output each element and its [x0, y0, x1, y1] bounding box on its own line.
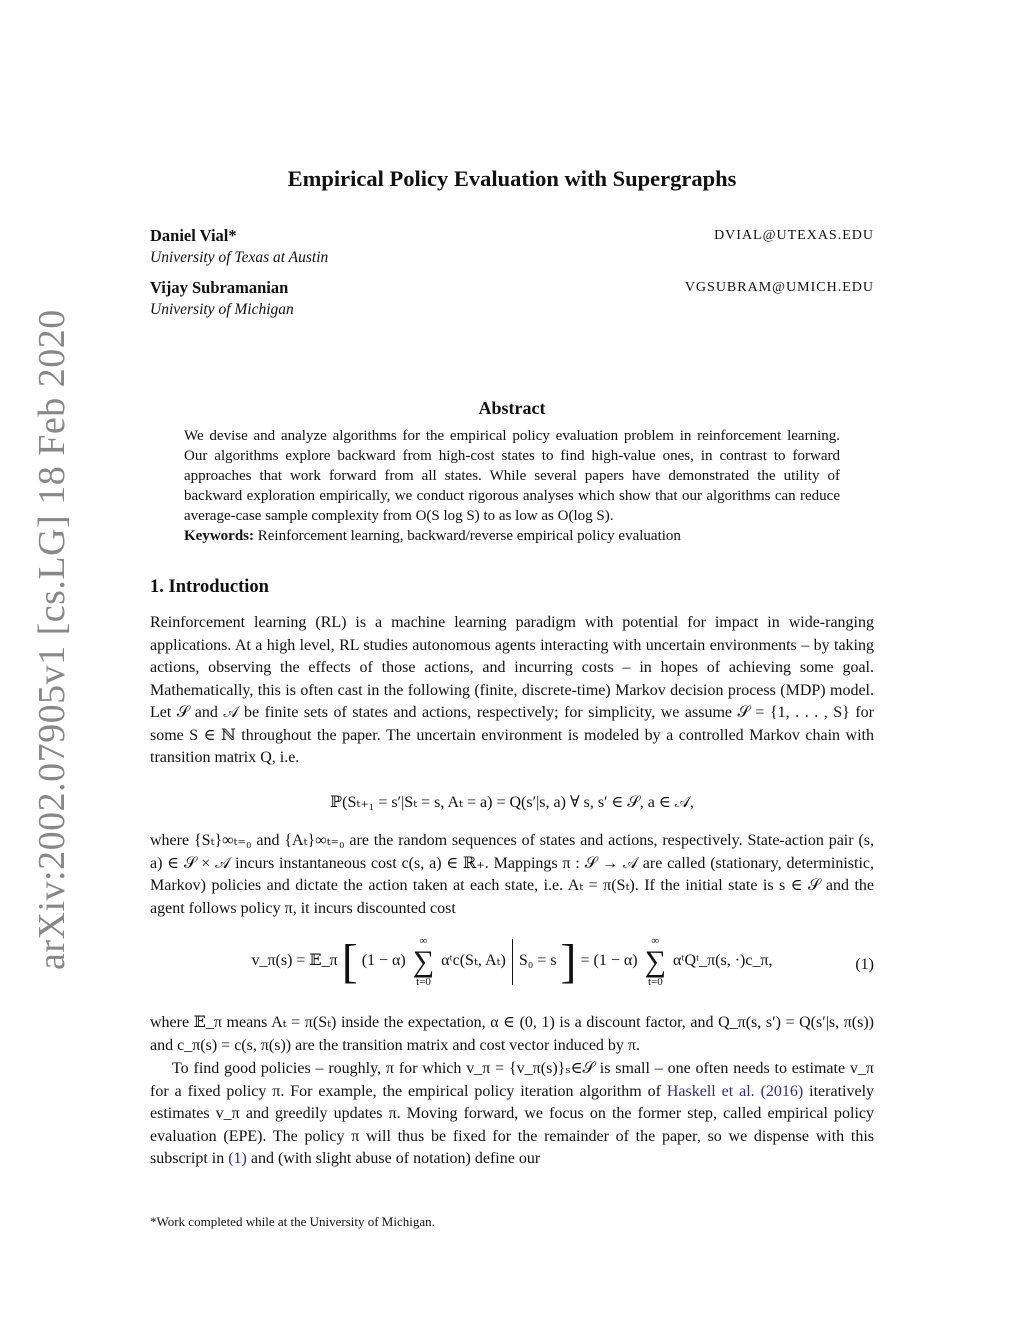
paragraph: [150, 1058, 874, 1171]
summation-symbol: ∞ ∑ t=0: [644, 934, 667, 988]
left-bracket: [: [341, 935, 358, 988]
paragraph-text: and (with slight abuse of notation) define our: [250, 1150, 541, 1167]
conditional-bar: [512, 939, 513, 985]
paragraph: where 𝔼_π means Aₜ = π(Sₜ) inside the expectation, α ∈ (0, 1) is a discount factor, and Q_π(s, s′) = Q(s′|s, π(s)) and c_π(s) = c(s, π(s)) are the transition matrix and cost vector induced by π.: [150, 1014, 874, 1054]
keywords-text: Reinforcement learning, backward/reverse empirical policy evaluation: [257, 528, 681, 544]
keywords-label: Keywords:: [184, 528, 254, 544]
eq1-rhs-a: = (1 − α): [580, 952, 638, 970]
abstract-heading: Abstract: [478, 398, 546, 418]
equation-transition: ℙ(Sₜ₊₁ = s′|Sₜ = s, Aₜ = a) = Q(s′|s, a) ∀ s, s′ ∈ 𝒮, a ∈ 𝒜,: [330, 794, 694, 811]
summation-symbol: ∞ ∑ t=0: [412, 934, 435, 988]
equation-reference-link[interactable]: (1): [228, 1150, 247, 1167]
paragraph-text: To find good policies – roughly, π for which v_π = {v_π(s)}ₛ∈𝒮 is small – one often needs to estimate v_π for a fixed policy π. For example, the empirical policy iteration algorithm of: [150, 1060, 874, 1100]
author-block: [150, 226, 874, 267]
author-block: [150, 278, 874, 319]
arxiv-identifier-stamp: arXiv:2002.07905v1 [cs.LG] 18 Feb 2020: [31, 309, 73, 970]
right-bracket: ]: [560, 935, 577, 988]
author-name: Vijay Subramanian: [150, 278, 289, 297]
citation-link[interactable]: Haskell et al. (2016): [666, 1082, 804, 1100]
equation-1: [150, 934, 874, 1004]
author-name: Daniel Vial*: [150, 226, 237, 245]
author-email: DVIAL@UTEXAS.EDU: [714, 228, 874, 243]
abstract-text: We devise and analyze algorithms for the empirical policy evaluation problem in reinforcement learning. Our algorithms explore backward from high-cost states to find high-value ones, in contrast to forward approaches that work forward from all states. While several papers have demonstrated the utility of backward exploration empirically, we conduct rigorous analyses which show that our algorithms can reduce average-case sample complexity from O(S log S) to as low as O(log S).: [184, 428, 840, 524]
sum-upper-limit: ∞: [651, 934, 660, 947]
author-affiliation: University of Texas at Austin: [150, 249, 329, 266]
section-heading: 1. Introduction: [150, 577, 269, 597]
sum-lower-limit: t=0: [647, 975, 663, 988]
equation-number: (1): [855, 956, 874, 973]
paragraph-text: iteratively estimates v_π and greedily updates π. Moving forward, we focus on the former step, called empirical policy evaluation (EPE). The policy π will thus be fixed for the remainder of the paper, so we dispense with this subscript in: [150, 1082, 875, 1167]
eq1-inner-c: S₀ = s: [518, 952, 557, 970]
abstract-body: [184, 426, 840, 546]
paragraph: where {Sₜ}∞ₜ₌₀ and {Aₜ}∞ₜ₌₀ are the random sequences of states and actions, respectively. State-action pair (s, a) ∈ 𝒮 × 𝒜 incurs instantaneous cost c(s, a) ∈ ℝ₊. Mappings π : 𝒮 → 𝒜 are called (stationary, deterministic, Markov) policies and dictate the action taken at each state, i.e. Aₜ = π(Sₜ). If the initial state is s ∈ 𝒮 and the agent follows policy π, it incurs discounted cost: [150, 832, 874, 917]
paper-title: Empirical Policy Evaluation with Supergraphs: [287, 166, 737, 191]
footnote: *Work completed while at the University of Michigan.: [150, 1214, 435, 1229]
eq1-inner-b: αᵗc(Sₜ, Aₜ): [441, 952, 506, 970]
author-email: VGSUBRAM@UMICH.EDU: [684, 280, 874, 295]
eq1-rhs-b: αᵗQᵗ_π(s, ·)c_π,: [673, 952, 773, 970]
paragraph: Reinforcement learning (RL) is a machine learning paradigm with potential for impact in wide-ranging applications. At a high level, RL studies autonomous agents interacting with uncertain environments – by taking actions, observing the effects of those actions, and incurring costs – in hopes of achieving some goal. Mathematically, this is often cast in the following (finite, discrete-time) Markov decision process (MDP) model. Let 𝒮 and 𝒜 be finite sets of states and actions, respectively; for simplicity, we assume 𝒮 = {1, . . . , S} for some S ∈ ℕ throughout the paper. The uncertain environment is modeled by a controlled Markov chain with transition matrix Q, i.e.: [150, 614, 874, 766]
eq1-inner-a: (1 − α): [361, 952, 406, 970]
eq1-lhs: v_π(s) = 𝔼_π: [251, 952, 338, 970]
sum-lower-limit: t=0: [416, 975, 431, 988]
sum-upper-limit: ∞: [419, 934, 428, 947]
author-affiliation: University of Michigan: [150, 301, 294, 318]
